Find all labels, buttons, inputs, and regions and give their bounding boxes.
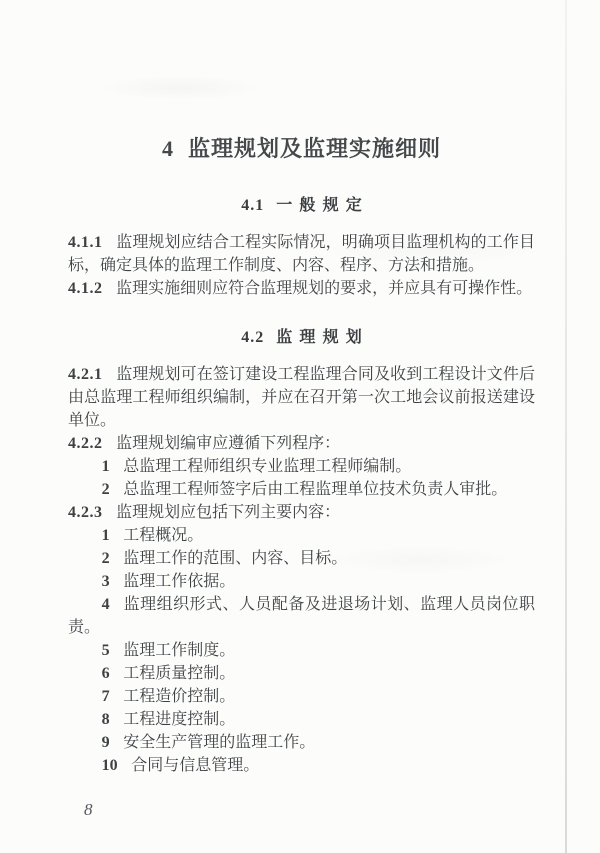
list-item-4-2-3-2: [68, 547, 535, 570]
list-item-4-2-3-6: [68, 662, 535, 685]
item-number: 5: [101, 642, 110, 659]
clause-number: 4.1.2: [68, 280, 103, 297]
item-text: 安全生产管理的监理工作。: [123, 734, 316, 751]
clause-4-1-2: [68, 277, 535, 300]
page-content: [68, 134, 535, 777]
list-item-4-2-2-2: [68, 478, 535, 501]
item-text: 总监理工程师组织专业监理工程师编制。: [123, 458, 412, 475]
item-number: 4: [101, 596, 110, 613]
item-number: 1: [101, 527, 110, 544]
item-number: 6: [101, 665, 110, 682]
clause-text: 监理规划编审应遵循下列程序：: [116, 435, 341, 452]
clause-text: 监理规划可在签订建设工程监理合同及收到工程设计文件后由总监理工程师组织编制，并应在召开第一次工地会议前报送建设单位。: [68, 366, 535, 429]
list-item-4-2-3-7: [68, 685, 535, 708]
item-number: 10: [101, 757, 118, 774]
scan-edge-line: [565, 0, 567, 853]
item-text: 监理工作的范围、内容、目标。: [123, 550, 348, 567]
clause-number: 4.2.2: [68, 435, 103, 452]
clause-4-1-1: [68, 231, 535, 277]
list-item-4-2-3-3: [68, 570, 535, 593]
item-number: 9: [101, 734, 110, 751]
section-title: 一般规定: [276, 197, 369, 214]
chapter-heading: [68, 134, 535, 164]
clause-text: 监理规划应结合工程实际情况，明确项目监理机构的工作目标，确定具体的监理工作制度、内容、程序、方法和措施。: [68, 234, 535, 274]
section-heading-4-2: [68, 326, 535, 350]
item-text: 监理工作制度。: [123, 642, 236, 659]
item-text: 工程造价控制。: [123, 688, 236, 705]
item-number: 2: [101, 481, 110, 498]
clause-number: 4.2.3: [68, 504, 103, 521]
item-number: 7: [101, 688, 110, 705]
list-item-4-2-3-9: [68, 731, 535, 754]
section-heading-4-1: [68, 194, 535, 218]
list-item-4-2-3-10: [68, 754, 535, 777]
clause-4-2-1: [68, 363, 535, 432]
item-number: 1: [101, 458, 110, 475]
item-text: 合同与信息管理。: [131, 757, 260, 774]
item-text: 工程质量控制。: [123, 665, 236, 682]
list-item-4-2-3-4: [68, 593, 535, 639]
item-number: 8: [101, 711, 110, 728]
section-title: 监理规划: [276, 329, 369, 346]
list-item-4-2-2-1: [68, 455, 535, 478]
item-number: 3: [101, 573, 110, 590]
clause-4-2-3: [68, 501, 535, 524]
item-text: 工程进度控制。: [123, 711, 236, 728]
list-item-4-2-3-1: [68, 524, 535, 547]
list-item-4-2-3-8: [68, 708, 535, 731]
page-number: 8: [84, 800, 93, 819]
item-text: 监理组织形式、人员配备及进退场计划、监理人员岗位职责。: [68, 596, 535, 636]
section-number: 4.1: [241, 197, 265, 214]
clause-4-2-2: [68, 432, 535, 455]
chapter-number: 4: [161, 136, 174, 161]
clause-text: 监理规划应包括下列主要内容：: [116, 504, 341, 521]
item-text: 总监理工程师签字后由工程监理单位技术负责人审批。: [123, 481, 508, 498]
clause-number: 4.1.1: [68, 234, 103, 251]
list-item-4-2-3-5: [68, 639, 535, 662]
item-text: 工程概况。: [123, 527, 204, 544]
section-number: 4.2: [241, 329, 265, 346]
chapter-title: 监理规划及监理实施细则: [187, 136, 441, 161]
clause-text: 监理实施细则应符合监理规划的要求，并应具有可操作性。: [116, 280, 533, 297]
item-number: 2: [101, 550, 110, 567]
item-text: 监理工作依据。: [123, 573, 236, 590]
clause-number: 4.2.1: [68, 366, 103, 383]
